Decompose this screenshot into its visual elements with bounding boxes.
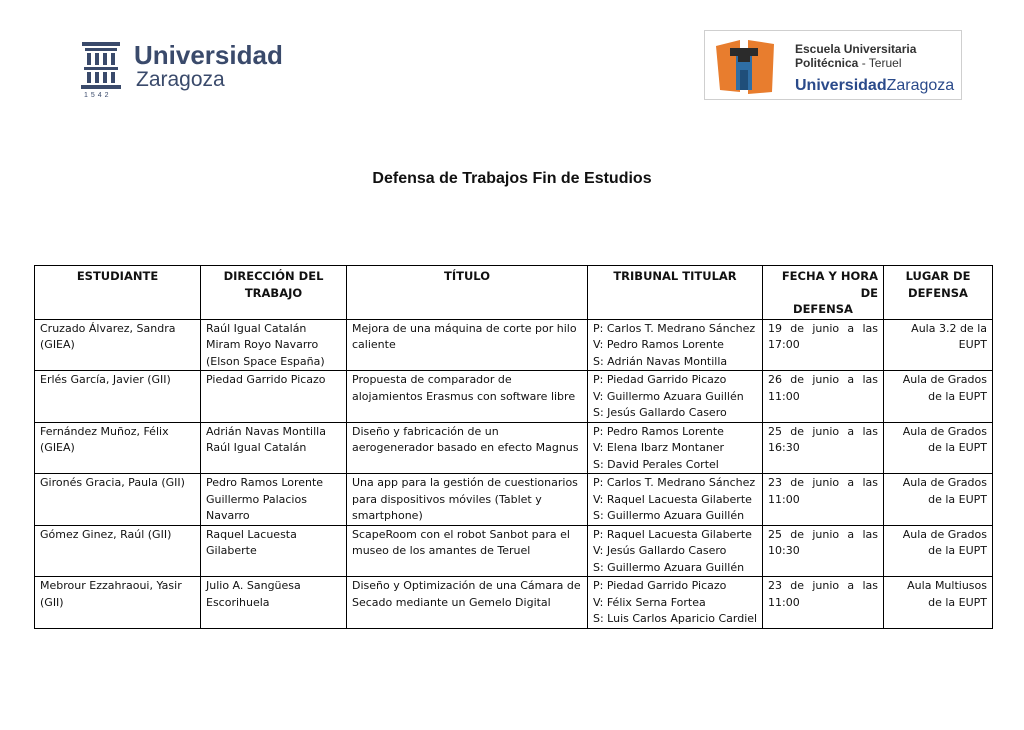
eupt-line3-rest: Zaragoza (886, 77, 955, 94)
cell-estudiante: Gómez Ginez, Raúl (GII) (35, 525, 201, 577)
cell-fecha: 26 de junio a las 11:00 (763, 371, 884, 423)
eupt-line2 (795, 56, 902, 70)
header-titulo: TÍTULO (347, 266, 588, 320)
table-row (35, 422, 993, 474)
cell-titulo: Diseño y Optimización de una Cámara de Secado mediante un Gemelo Digital (347, 577, 588, 629)
table-row (35, 577, 993, 629)
cell-fecha: 25 de junio a las 10:30 (763, 525, 884, 577)
cell-direccion: Raquel Lacuesta Gilaberte (201, 525, 347, 577)
cell-tribunal: P: Carlos T. Medrano Sánchez V: Pedro Ramos Lorente S: Adrián Navas Montilla (588, 319, 763, 371)
cell-lugar: Aula Multiusos de la EUPT (884, 577, 993, 629)
cell-lugar: Aula de Grados de la EUPT (884, 371, 993, 423)
table-row (35, 371, 993, 423)
cell-titulo: Diseño y fabricación de un aerogenerador basado en efecto Magnus (347, 422, 588, 474)
cell-direccion: Adrián Navas Montilla Raúl Igual Catalán (201, 422, 347, 474)
eupt-emblem-icon (710, 36, 778, 96)
cell-estudiante: Mebrour Ezzahraoui, Yasir (GII) (35, 577, 201, 629)
cell-lugar: Aula 3.2 de la EUPT (884, 319, 993, 371)
logo-universidad-text: Universidad (134, 40, 283, 70)
header-direccion: DIRECCIÓN DEL TRABAJO (201, 266, 347, 320)
document-title: Defensa de Trabajos Fin de Estudios (372, 170, 652, 187)
cell-estudiante: Gironés Gracia, Paula (GII) (35, 474, 201, 526)
header-lugar: LUGAR DE DEFENSA (884, 266, 993, 320)
cell-lugar: Aula de Grados de la EUPT (884, 474, 993, 526)
university-building-icon (80, 40, 122, 90)
table-row (35, 319, 993, 371)
defensas-table (34, 265, 993, 629)
eupt-line2-bold: Politécnica (795, 56, 859, 70)
cell-tribunal: P: Pedro Ramos Lorente V: Elena Ibarz Montaner S: David Perales Cortel (588, 422, 763, 474)
cell-titulo: Mejora de una máquina de corte por hilo caliente (347, 319, 588, 371)
cell-fecha: 25 de junio a las 16:30 (763, 422, 884, 474)
table-row (35, 525, 993, 577)
eupt-line3 (795, 77, 954, 95)
eupt-line2-rest: - Teruel (858, 56, 902, 70)
cell-lugar: Aula de Grados de la EUPT (884, 525, 993, 577)
eupt-logo (704, 30, 962, 100)
header-fecha: FECHA Y HORA DE DEFENSA (763, 266, 884, 320)
cell-direccion: Raúl Igual Catalán Miram Royo Navarro (Elson Space España) (201, 319, 347, 371)
cell-estudiante: Fernández Muñoz, Félix (GIEA) (35, 422, 201, 474)
cell-direccion: Pedro Ramos Lorente Guillermo Palacios Navarro (201, 474, 347, 526)
eupt-line3-bold: Universidad (795, 77, 887, 94)
cell-direccion: Piedad Garrido Picazo (201, 371, 347, 423)
logo-zaragoza-text: Zaragoza (136, 68, 225, 91)
cell-titulo: Una app para la gestión de cuestionarios para dispositivos móviles (Tablet y smartphone) (347, 474, 588, 526)
cell-titulo: Propuesta de comparador de alojamientos Erasmus con software libre (347, 371, 588, 423)
cell-estudiante: Cruzado Álvarez, Sandra (GIEA) (35, 319, 201, 371)
eupt-line1: Escuela Universitaria (795, 42, 917, 56)
cell-direccion: Julio A. Sangüesa Escorihuela (201, 577, 347, 629)
logo-year-text: 1542 (84, 92, 112, 99)
table-row (35, 474, 993, 526)
cell-titulo: ScapeRoom con el robot Sanbot para el museo de los amantes de Teruel (347, 525, 588, 577)
cell-tribunal: P: Carlos T. Medrano Sánchez V: Raquel Lacuesta Gilaberte S: Guillermo Azuara Guillén (588, 474, 763, 526)
cell-estudiante: Erlés García, Javier (GII) (35, 371, 201, 423)
universidad-zaragoza-logo (80, 40, 285, 102)
header-tribunal: TRIBUNAL TITULAR (588, 266, 763, 320)
cell-tribunal: P: Piedad Garrido Picazo V: Félix Serna Fortea S: Luis Carlos Aparicio Cardiel (588, 577, 763, 629)
table-header-row (35, 266, 993, 320)
cell-tribunal: P: Raquel Lacuesta Gilaberte V: Jesús Gallardo Casero S: Guillermo Azuara Guillén (588, 525, 763, 577)
cell-fecha: 23 de junio a las 11:00 (763, 577, 884, 629)
cell-tribunal: P: Piedad Garrido Picazo V: Guillermo Azuara Guillén S: Jesús Gallardo Casero (588, 371, 763, 423)
header-estudiante: ESTUDIANTE (35, 266, 201, 320)
cell-fecha: 19 de junio a las 17:00 (763, 319, 884, 371)
cell-fecha: 23 de junio a las 11:00 (763, 474, 884, 526)
cell-lugar: Aula de Grados de la EUPT (884, 422, 993, 474)
